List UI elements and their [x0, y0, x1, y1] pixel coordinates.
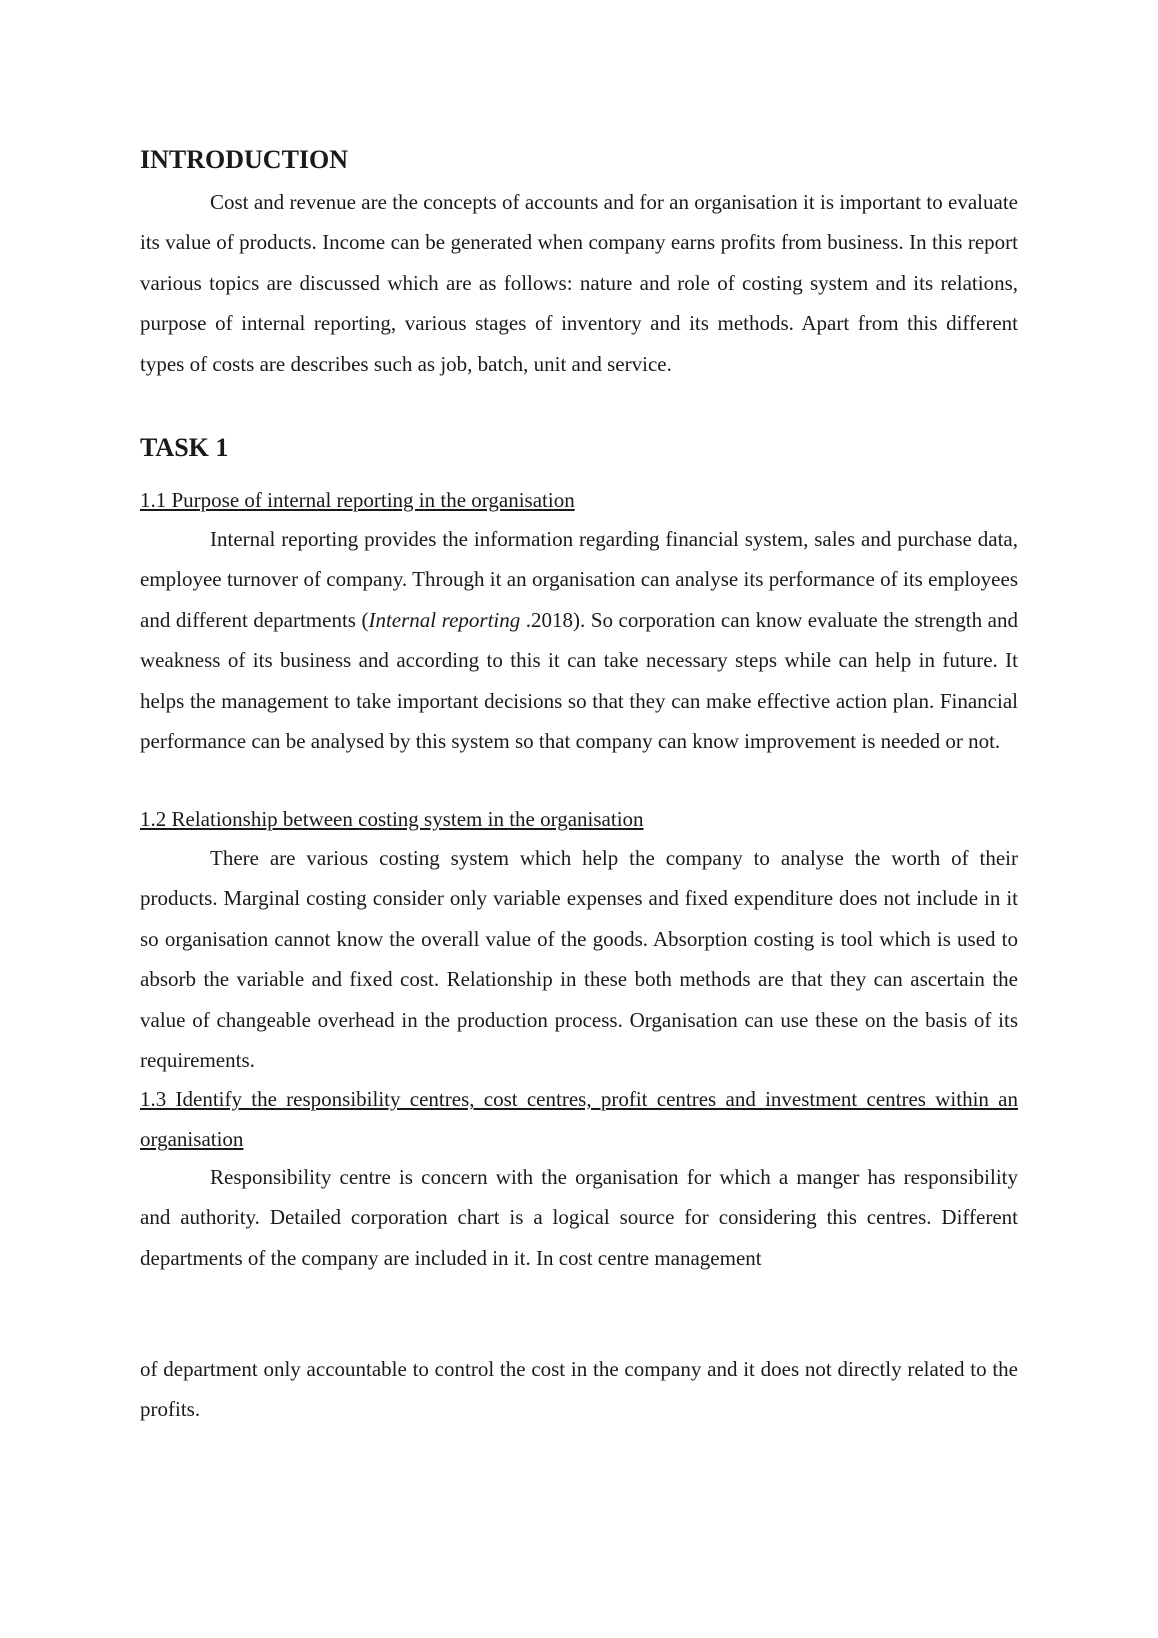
section-1-3-paragraph-page1: Responsibility centre is concern with the organisation for which a manger has responsibility and authority. Detailed corporation chart is a logical source for considering this centres. Different departments of the company are included in it. In cost centre management [140, 1165, 1018, 1270]
section-1-2-paragraph: There are various costing system which help the company to analyse the worth of their products. Marginal costing consider only variable expenses and fixed expenditure does not include in it so organisation cannot know the overall value of the goods. Absorption costing is tool which is used to absorb the variable and fixed cost. Relationship in these both methods are that they can ascertain the value of changeable overhead in the production process. Organisation can use these on the basis of its requirements. [140, 846, 1018, 1073]
section-1-3-paragraph-page2: of department only accountable to control the cost in the company and it does not directly related to the profits. [140, 1357, 1018, 1422]
section-1-3-title: 1.3 Identify the responsibility centres, cost centres, profit centres and investment centres within an organisation [140, 1087, 1018, 1152]
section-1-1-text-a: Internal reporting provides the information regarding financial system, sales and purchase data, employee turnover of company. Through it an organisation can analyse its performance of its employees and different departments ( [140, 527, 1018, 632]
section-1-2-title: 1.2 Relationship between costing system in the organisation [140, 807, 644, 831]
citation-internal-reporting: Internal reporting [368, 607, 521, 632]
section-1-1-title: 1.1 Purpose of internal reporting in the organisation [140, 488, 575, 512]
introduction-paragraph: Cost and revenue are the concepts of accounts and for an organisation it is important to evaluate its value of products. Income can be generated when company earns profits from business. In this report various topics are discussed which are as follows: nature and role of costing system and its relations, purpose of internal reporting, various stages of inventory and its methods. Apart from this different types of costs are describes such as job, batch, unit and service. [140, 190, 1018, 376]
section-1-1-paragraph [140, 519, 1018, 761]
introduction-heading: INTRODUCTION [140, 145, 349, 174]
section-1-1-text-b: .2018). So corporation can know evaluate the strength and weakness of its business and according to this it can take necessary steps while can help in future. It helps the management to take important decisions so that they can make effective action plan. Financial performance can be analysed by this system so that company can know improvement is needed or not. [140, 607, 1018, 754]
task1-heading: TASK 1 [140, 433, 229, 462]
